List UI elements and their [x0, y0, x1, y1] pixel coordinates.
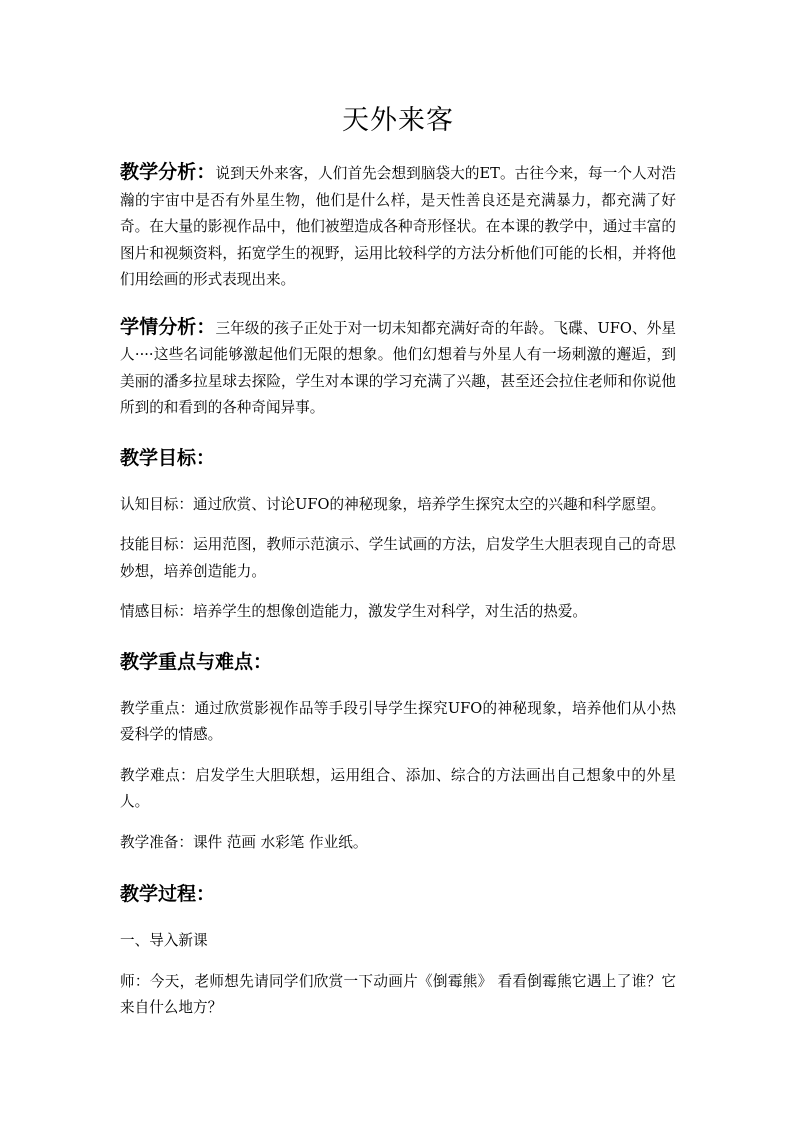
teaching-process-heading: 教学过程： — [120, 883, 216, 905]
student-analysis-paragraph — [120, 314, 676, 422]
goal-cognitive: 认知目标：通过欣赏、讨论UFO的神秘现象，培养学生探究太空的兴趣和科学愿望。 — [120, 495, 666, 513]
teaching-analysis-label: 教学分析： — [120, 161, 216, 183]
teaching-analysis-paragraph — [120, 159, 676, 294]
teaching-preparation: 教学准备：课件 范画 水彩笔 作业纸。 — [120, 833, 368, 851]
goal-emotion: 情感目标：培养学生的想像创造能力，激发学生对科学，对生活的热爱。 — [120, 603, 588, 620]
difficult-point: 教学难点：启发学生大胆联想，运用组合、添加、综合的方法画出自己想象中的外星人。 — [120, 766, 676, 810]
key-points-heading: 教学重点与难点： — [120, 650, 273, 673]
document-title: 天外来客 — [342, 105, 454, 136]
teaching-goals-heading: 教学目标： — [120, 446, 216, 469]
teaching-analysis-text: 说到天外来客，人们首先会想到脑袋大的ET。古往今来，每一个人对浩瀚的宇宙中是否有外星生物，他们是什么样，是天性善良还是充满暴力，都充满了好奇。在大量的影视作品中，他们被塑造成各种奇形怪状。在本课的教学中，通过丰富的图片和视频资料，拓宽学生的视野，运用比较科学的方法分析他们可能的长相，并将他们用绘画的形式表现出来。 — [120, 165, 676, 288]
key-point: 教学重点：通过欣赏影视作品等手段引导学生探究UFO的神秘现象，培养他们从小热爱科学的情感。 — [120, 699, 676, 743]
student-analysis-text: 三年级的孩子正处于对一切未知都充满好奇的年龄。飞碟、UFO、外星人····这些名词能够激起他们无限的想象。他们幻想着与外星人有一场刺激的邂逅，到美丽的潘多拉星球去探险，学生对本课的学习充满了兴趣，甚至还会拉住老师和你说他所到的和看到的各种奇闻异事。 — [120, 319, 676, 416]
process-teacher-line: 师：今天，老师想先请同学们欣赏一下动画片《倒霉熊》 看看倒霉熊它遇上了谁？它来自什么地方？ — [120, 972, 676, 1016]
process-step-intro: 一、导入新课 — [120, 932, 208, 949]
goal-skill: 技能目标：运用范图，教师示范演示、学生试画的方法，启发学生大胆表现自己的奇思妙想，培养创造能力。 — [120, 536, 676, 580]
student-analysis-label: 学情分析： — [120, 315, 216, 338]
